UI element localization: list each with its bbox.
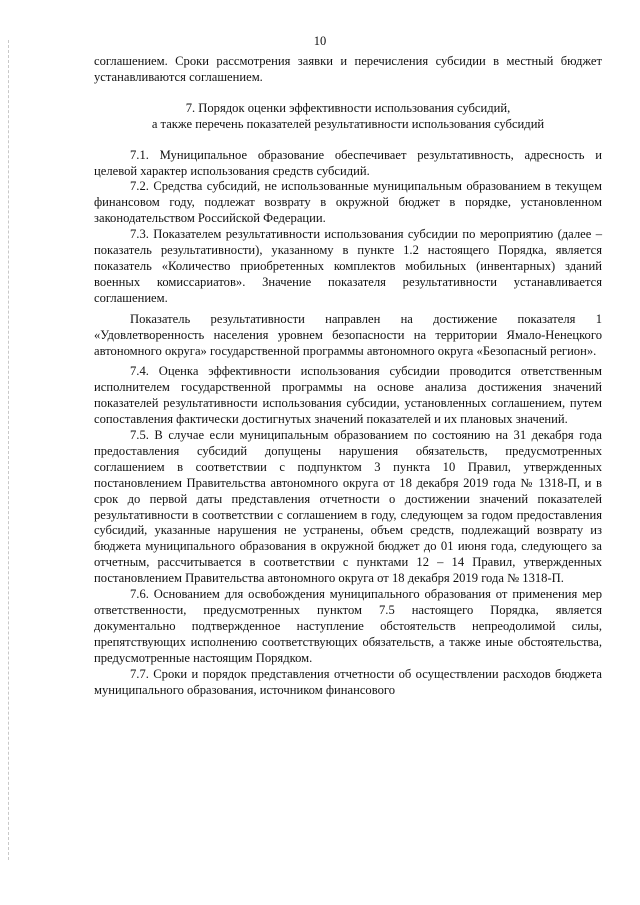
paragraph-7-4: 7.4. Оценка эффективности использования субсидии проводится ответственным исполнителем государственной программы на основе анализа достижения значений показателей результативности использования субсидии, установленных соглашением, путем сопоставления фактически достигнутых значений показателей и их плановых значений. — [94, 364, 602, 427]
section-heading — [94, 101, 602, 133]
paragraph-indicator-direction: Показатель результативности направлен на достижение показателя 1 «Удовлетворенность населения уровнем безопасности на территории Ямало-Ненецкого автономного округа» государственной программы автономного округа «Безопасный регион». — [94, 311, 602, 358]
paragraph-7-1: 7.1. Муниципальное образование обеспечивает результативность, адресность и целевой характер использования средств субсидий. — [94, 147, 602, 178]
paragraph-7-6: 7.6. Основанием для освобождения муниципального образования от применения мер ответственности, предусмотренных пунктом 7.5 настоящего Порядка, является документально подтвержденное наступление обстоятельств непреодолимой силы, препятствующих исполнению соответствующих обязательств, а также иные обстоятельства, предусмотренные настоящим Порядком. — [94, 587, 602, 665]
paragraph-7-5: 7.5. В случае если муниципальным образованием по состоянию на 31 декабря года предоставления субсидий допущены нарушения обязательств, предусмотренных соглашением в соответствии с подпунктом 3 пункта 10 Правил, утвержденных постановлением Правительства автономного округа от 18 декабря 2019 года № 1318-П, и в срок до первой даты представления отчетности о достижении значений показателей результативности в соответствии с соглашением в году, следующем за годом предоставления субсидий, указанные нарушения не устранены, объем средств, подлежащий возврату из бюджета муниципального образования в окружной бюджет до 01 июня года, следующего за отчетным, рассчитывается в соответствии с пунктами 12 – 14 Правил, утвержденных постановлением Правительства автономного округа от 18 декабря 2019 года № 1318-П. — [94, 428, 602, 586]
margin-rule — [8, 40, 9, 860]
section-heading-line-2: а также перечень показателей результативности использования субсидий — [151, 116, 545, 131]
document-body — [94, 54, 602, 698]
page-number: 10 — [313, 34, 327, 48]
paragraph-7-7: 7.7. Сроки и порядок представления отчетности об осуществлении расходов бюджета муниципального образования, источником финансового — [94, 666, 602, 697]
continuation-paragraph: соглашением. Сроки рассмотрения заявки и перечисления субсидии в местный бюджет устанавливаются соглашением. — [94, 54, 602, 84]
paragraph-7-3: 7.3. Показателем результативности использования субсидии по мероприятию (далее – показатель результативности), указанному в пункте 1.2 настоящего Порядка, является показатель «Количество приобретенных комплектов мобильных (инвентарных) зданий военных комиссариатов». Значение показателя результативности устанавливается соглашением. — [94, 227, 602, 305]
section-heading-line-1: 7. Порядок оценки эффективности использования субсидий, — [185, 100, 511, 115]
paragraph-7-2: 7.2. Средства субсидий, не использованные муниципальным образованием в текущем финансовом году, подлежат возврату в окружной бюджет в порядке, установленном законодательством Российской Федерации. — [94, 179, 602, 226]
